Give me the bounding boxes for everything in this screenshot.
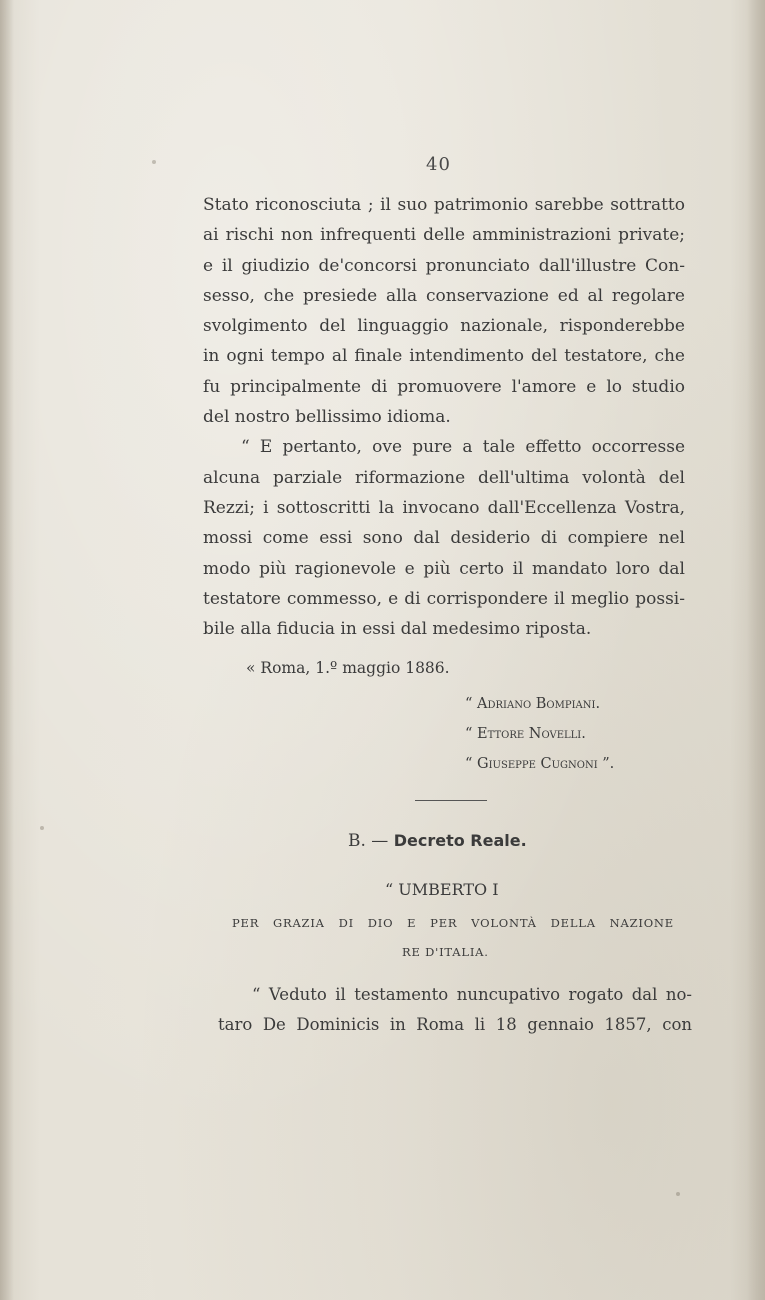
page-edge-shadow-right xyxy=(747,0,765,1300)
body-line: sesso, che presiede alla conservazione ed al regolare xyxy=(203,285,685,306)
section-title: Decreto Reale. xyxy=(393,831,527,850)
section-prefix: B. — xyxy=(348,831,394,851)
paper-speck xyxy=(40,826,44,830)
body-line: svolgimento del linguaggio nazionale, risponderebbe xyxy=(203,316,685,337)
body-line: Rezzi; i sottoscritti la invocano dall'Eccellenza Vostra, xyxy=(203,497,685,518)
section-heading xyxy=(348,831,527,851)
dateline: « Roma, 1.º maggio 1886. xyxy=(246,659,450,677)
body-line: Stato riconosciuta ; il suo patrimonio sarebbe sottratto xyxy=(203,195,685,215)
paper-speck xyxy=(152,160,156,164)
page-number: 40 xyxy=(426,154,451,175)
signature: “ Giuseppe Cugnoni ”. xyxy=(465,756,615,772)
section-divider xyxy=(415,800,487,801)
body-line: “ E pertanto, ove pure a tale effetto occorresse xyxy=(241,437,685,458)
body-paragraphs xyxy=(203,190,685,644)
decree-paragraph xyxy=(218,980,692,1040)
signature-block xyxy=(465,689,614,779)
decree-subtitle: PER GRAZIA DI DIO E PER VOLONTÀ DELLA NAZIONE xyxy=(232,916,674,930)
decree-title: “ UMBERTO I xyxy=(385,880,499,899)
body-line: in ogni tempo al finale intendimento del testatore, che xyxy=(203,346,685,367)
decree-subtitle: RE D'ITALIA. xyxy=(402,945,489,959)
body-line: bile alla fiducia in essi dal medesimo riposta. xyxy=(203,619,592,640)
decree-line: “ Veduto il testamento nuncupativo rogato dal no- xyxy=(252,985,692,1004)
signature: “ Adriano Bompiani. xyxy=(465,696,601,712)
body-line: mossi come essi sono dal desiderio di compiere nel xyxy=(203,528,685,549)
page-edge-shadow-left xyxy=(0,0,14,1300)
body-line: modo più ragionevole e più certo il mandato loro dal xyxy=(203,558,685,579)
decree-line: taro De Dominicis in Roma li 18 gennaio 1857, con xyxy=(218,1015,692,1034)
body-line: alcuna parziale riformazione dell'ultima volontà del xyxy=(203,467,685,488)
body-line: testatore commesso, e di corrispondere il meglio possi- xyxy=(203,588,685,609)
body-line: ai rischi non infrequenti delle amministrazioni private; xyxy=(203,225,685,246)
body-line: del nostro bellissimo idioma. xyxy=(203,407,451,428)
paper-speck xyxy=(676,1192,680,1196)
signature: “ Ettore Novelli. xyxy=(465,726,586,742)
body-line: fu principalmente di promuovere l'amore e lo studio xyxy=(203,376,685,397)
body-line: e il giudizio de'concorsi pronunciato dall'illustre Con- xyxy=(203,255,685,276)
